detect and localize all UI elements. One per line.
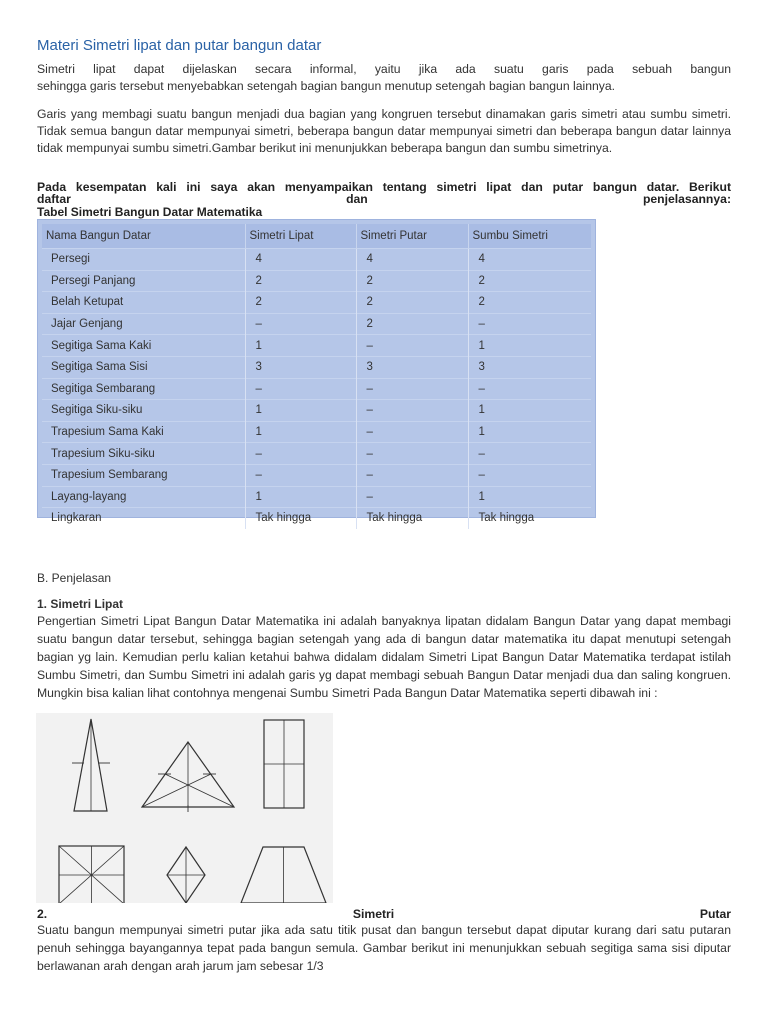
bold-line-1: Pada kesempatan kali ini saya akan menyampaikan tentang simetri lipat dan putar bangun datar. Berikut (37, 180, 731, 194)
table-row (42, 270, 591, 292)
simetri-putar-word-1: Simetri (352, 907, 395, 921)
header-nama-bangun: Nama Bangun Datar (42, 224, 245, 249)
simetri-putar-word-2: Putar (699, 907, 731, 921)
intro-line-2: sehingga garis tersebut menyebabkan setengah bagian bangun menutup setengah bagian bangun lainnya. (37, 79, 616, 93)
table-row (42, 249, 591, 271)
table-cell: – (245, 378, 356, 400)
table-cell: 2 (356, 313, 468, 335)
symmetry-axes-figure (36, 713, 333, 903)
table-cell: – (468, 378, 591, 400)
table-cell: 1 (468, 486, 591, 508)
table-cell: Tak hingga (468, 508, 591, 529)
table-cell: Segitiga Sembarang (42, 378, 245, 400)
table-cell: – (356, 378, 468, 400)
table-row (42, 400, 591, 422)
simetri-lipat-body: Pengertian Simetri Lipat Bangun Datar Matematika ini adalah banyaknya lipatan didalam Bangun Datar yang dapat membagi suatu bangun datar tersebut, sehingga bagian setengah yang ada di bangun datar matematika itu dapat menutupi setengah bagian yg lain. Kemudian perlu kalian ketahui bahwa didalam didalam Simetri Lipat Bangun Datar Matematika terdapat istilah Sumbu Simetri, dan Sumbu Simetri ini adalah garis yg dapat membagi sebuah Bangun Datar menjadi dua dan saling kongruen. Mungkin bisa kalian lihat contohnya mengenai Sumbu Simetri Pada Bangun Datar Matematika seperti dibawah ini : (37, 614, 731, 700)
table-cell: Belah Ketupat (42, 292, 245, 314)
table-cell: Segitiga Sama Sisi (42, 356, 245, 378)
table-row (42, 313, 591, 335)
intro-line-1: Simetri lipat dapat dijelaskan secara informal, yaitu jika ada suatu garis pada sebuah bangun (37, 62, 731, 76)
table-header-row (42, 224, 591, 249)
table-row (42, 421, 591, 443)
table-row (42, 378, 591, 400)
table-cell: 3 (245, 356, 356, 378)
table-row (42, 508, 591, 529)
table-cell: – (356, 400, 468, 422)
table-cell: 4 (356, 249, 468, 271)
table-cell: Segitiga Sama Kaki (42, 335, 245, 357)
table-cell: – (356, 421, 468, 443)
header-sumbu-simetri: Sumbu Simetri (468, 224, 591, 249)
table-cell: – (356, 335, 468, 357)
intro-bold-paragraph (37, 181, 731, 205)
table-cell: – (356, 486, 468, 508)
isosceles-triangle-shape (74, 719, 107, 811)
symmetry-table (42, 224, 591, 529)
table-cell: 1 (468, 421, 591, 443)
table-cell: 2 (356, 292, 468, 314)
table-cell: 1 (468, 335, 591, 357)
table-cell: 1 (245, 421, 356, 443)
table-cell: Jajar Genjang (42, 313, 245, 335)
table-cell: Trapesium Sembarang (42, 464, 245, 486)
table-cell: Persegi (42, 249, 245, 271)
table-cell: 2 (245, 292, 356, 314)
table-cell: – (356, 443, 468, 465)
table-cell: – (245, 443, 356, 465)
header-simetri-putar: Simetri Putar (356, 224, 468, 249)
symmetry-figure-svg (36, 713, 333, 903)
table-cell: Trapesium Sama Kaki (42, 421, 245, 443)
table-cell: 3 (356, 356, 468, 378)
table-row (42, 335, 591, 357)
table-cell: – (245, 313, 356, 335)
table-cell: Trapesium Siku-siku (42, 443, 245, 465)
table-cell: 1 (245, 335, 356, 357)
table-cell: – (468, 464, 591, 486)
table-cell: 2 (468, 270, 591, 292)
table-cell: 4 (245, 249, 356, 271)
header-simetri-lipat: Simetri Lipat (245, 224, 356, 249)
table-cell: Persegi Panjang (42, 270, 245, 292)
table-cell: 2 (356, 270, 468, 292)
table-cell: Tak hingga (245, 508, 356, 529)
table-cell: Layang-layang (42, 486, 245, 508)
table-cell: Lingkaran (42, 508, 245, 529)
table-cell: 2 (468, 292, 591, 314)
symmetry-table-container (37, 219, 596, 525)
table-cell: – (468, 443, 591, 465)
page-title: Materi Simetri lipat dan putar bangun datar (37, 37, 322, 54)
table-cell: 1 (245, 400, 356, 422)
table-cell: Segitiga Siku-siku (42, 400, 245, 422)
simetri-putar-number: 2. (37, 907, 48, 921)
intro-paragraph (37, 61, 731, 95)
simetri-putar-body: Suatu bangun mempunyai simetri putar jika ada satu titik pusat dan bangun tersebut dapat diputar kurang dari satu putaran penuh sehingga bayangannya tepat pada bangun semula. Gambar berikut ini menunjukkan sebuah segitiga sama sisi diputar berlawanan arah dengan arah jarum jam sebesar 1/3 (37, 923, 731, 973)
simetri-putar-heading (37, 907, 731, 921)
section-b-heading: B. Penjelasan (37, 571, 112, 585)
table-row (42, 292, 591, 314)
table-body (42, 249, 591, 529)
table-cell: – (245, 464, 356, 486)
table-row (42, 443, 591, 465)
table-row (42, 356, 591, 378)
table-row (42, 486, 591, 508)
table-cell: – (356, 464, 468, 486)
table-caption: Tabel Simetri Bangun Datar Matematika (37, 205, 263, 219)
table-cell: 4 (468, 249, 591, 271)
table-row (42, 464, 591, 486)
table-cell: 1 (468, 400, 591, 422)
table-cell: 3 (468, 356, 591, 378)
table-cell: 2 (245, 270, 356, 292)
simetri-lipat-heading: 1. Simetri Lipat (37, 597, 124, 611)
table-cell: – (468, 313, 591, 335)
bold-line-2: daftar dan penjelasannya: (37, 192, 731, 206)
table-cell: 1 (245, 486, 356, 508)
table-cell: Tak hingga (356, 508, 468, 529)
sumbu-simetri-paragraph: Garis yang membagi suatu bangun menjadi dua bagian yang kongruen tersebut dinamakan garis simetri atau sumbu simetri. Tidak semua bangun datar mempunyai simetri, beberapa bangun datar mempunyai simetri dan beberapa bangun datar lainnya tidak mempunyai sumbu simetri.Gambar berikut ini menunjukkan beberapa bangun dan sumbu simetrinya. (37, 107, 731, 155)
